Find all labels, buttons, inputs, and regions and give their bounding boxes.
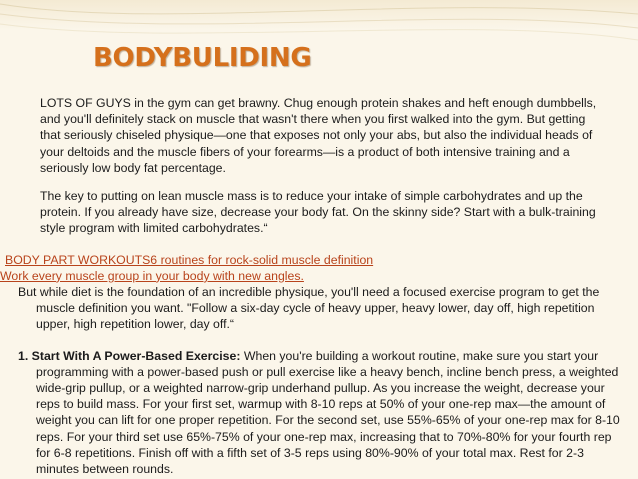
slide-body	[0, 95, 636, 477]
paragraph-intro: LOTS OF GUYS in the gym can get brawny. Chug enough protein shakes and heft enough dumbbells, and you'll definitely stack on muscle that wasn't there when you first walked into the gym. But getting that seriously chiseled physique—one that exposes not only your abs, but also the individual heads of your deltoids and the muscle fibers of your forearms—is a product of both intensive training and a seriously low body fat percentage.	[40, 96, 597, 175]
paragraph-diet: But while diet is the foundation of an incredible physique, you'll need a focused exercise program to get the muscle definition you want. "Follow a six-day cycle of heavy upper, heavy lower, day off, high repetition upper, high repetition lower, day off.“	[18, 285, 600, 332]
link-body-part-workouts[interactable]: BODY PART WORKOUTS6 routines for rock-solid muscle definition	[5, 252, 374, 267]
power-exercise-heading: 1. Start With A Power-Based Exercise:	[18, 348, 241, 363]
paragraph-key: The key to putting on lean muscle mass is to reduce your intake of simple carbohydrates and up the protein. If you already have size, decrease your body fat. On the skinny side? Start with a bulk-training style program with limited carbohydrates.“	[40, 189, 596, 236]
slide-title: BODYBULIDING	[93, 43, 312, 73]
paragraph-power-exercise	[0, 348, 636, 478]
link-work-every-muscle[interactable]: Work every muscle group in your body with new angles.	[0, 268, 304, 283]
power-exercise-text: When you're building a workout routine, make sure you start your programming with a power-based push or pull exercise like a heavy bench, incline bench press, a weighted wide-grip pullup, or a weighted narrow-grip underhand pullup. As you increase the weight, decrease your reps to build mass. For your first set, warmup with 8-10 reps at 50% of your one-rep max—the amount of weight you can lift for one proper repetition. For the second set, use 55%-65% of your one-rep max for 8-10 reps. For your third set use 65%-75% of your one-rep max, increasing that to 70%-80% for your fourth rep for 6-8 repetitions. Finish off with a fifth set of 3-5 reps using 80%-90% of your total max. Rest for 2-3 minutes between rounds.	[36, 348, 620, 477]
